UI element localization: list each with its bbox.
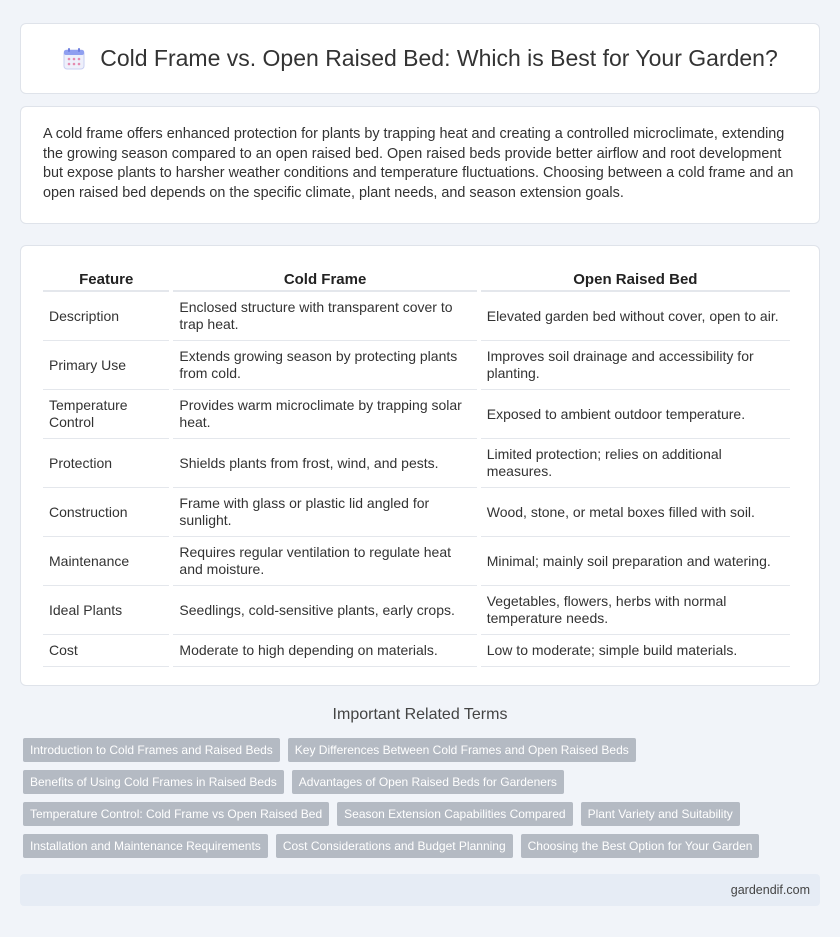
cold-frame-cell: Seedlings, cold-sensitive plants, early crops. — [173, 586, 476, 635]
related-term-tag[interactable]: Season Extension Capabilities Compared — [337, 802, 572, 826]
table-row — [43, 488, 790, 537]
related-term-tag[interactable]: Key Differences Between Cold Frames and Open Raised Beds — [288, 738, 636, 762]
related-term-tag[interactable]: Cost Considerations and Budget Planning — [276, 834, 513, 858]
related-term-tag[interactable]: Benefits of Using Cold Frames in Raised Beds — [23, 770, 284, 794]
intro-section — [20, 106, 820, 224]
comparison-table — [39, 264, 794, 667]
open-raised-bed-cell: Minimal; mainly soil preparation and watering. — [481, 537, 790, 586]
table-row — [43, 537, 790, 586]
related-term-tag[interactable]: Plant Variety and Suitability — [581, 802, 740, 826]
feature-cell: Primary Use — [43, 341, 169, 390]
feature-cell: Description — [43, 292, 169, 341]
header-open-raised-bed: Open Raised Bed — [481, 264, 790, 292]
feature-cell: Maintenance — [43, 537, 169, 586]
cold-frame-cell: Extends growing season by protecting plants from cold. — [173, 341, 476, 390]
open-raised-bed-cell: Limited protection; relies on additional measures. — [481, 439, 790, 488]
open-raised-bed-cell: Improves soil drainage and accessibility for planting. — [481, 341, 790, 390]
related-terms-title: Important Related Terms — [332, 706, 508, 723]
comparison-table-card — [20, 245, 820, 686]
open-raised-bed-cell: Exposed to ambient outdoor temperature. — [481, 390, 790, 439]
feature-cell: Cost — [43, 635, 169, 667]
tag-row — [23, 834, 823, 858]
table-row — [43, 635, 790, 667]
table-header-row — [43, 264, 790, 292]
site-name[interactable]: gardendif.com — [730, 883, 810, 897]
feature-cell: Protection — [43, 439, 169, 488]
feature-cell: Ideal Plants — [43, 586, 169, 635]
cold-frame-cell: Frame with glass or plastic lid angled for sunlight. — [173, 488, 476, 537]
open-raised-bed-cell: Wood, stone, or metal boxes filled with soil. — [481, 488, 790, 537]
feature-cell: Temperature Control — [43, 390, 169, 439]
cold-frame-cell: Moderate to high depending on materials. — [173, 635, 476, 667]
cold-frame-cell: Enclosed structure with transparent cover to trap heat. — [173, 292, 476, 341]
cold-frame-cell: Requires regular ventilation to regulate heat and moisture. — [173, 537, 476, 586]
open-raised-bed-cell: Low to moderate; simple build materials. — [481, 635, 790, 667]
open-raised-bed-cell: Vegetables, flowers, herbs with normal temperature needs. — [481, 586, 790, 635]
tag-row — [23, 770, 823, 794]
related-term-tag[interactable]: Advantages of Open Raised Beds for Gardeners — [292, 770, 564, 794]
related-term-tag[interactable]: Installation and Maintenance Requirements — [23, 834, 268, 858]
open-raised-bed-cell: Elevated garden bed without cover, open to air. — [481, 292, 790, 341]
cold-frame-cell: Provides warm microclimate by trapping solar heat. — [173, 390, 476, 439]
calendar-icon — [62, 47, 86, 71]
header-feature: Feature — [43, 264, 169, 292]
tag-row — [23, 738, 823, 762]
table-row — [43, 439, 790, 488]
page-title: Cold Frame vs. Open Raised Bed: Which is Best for Your Garden? — [100, 45, 778, 71]
related-terms-list — [23, 738, 823, 866]
page-header — [20, 23, 820, 94]
table-row — [43, 586, 790, 635]
table-row — [43, 390, 790, 439]
related-term-tag[interactable]: Introduction to Cold Frames and Raised Beds — [23, 738, 280, 762]
feature-cell: Construction — [43, 488, 169, 537]
table-row — [43, 341, 790, 390]
related-term-tag[interactable]: Temperature Control: Cold Frame vs Open Raised Bed — [23, 802, 329, 826]
tag-row — [23, 802, 823, 826]
cold-frame-cell: Shields plants from frost, wind, and pests. — [173, 439, 476, 488]
page-footer — [20, 874, 820, 906]
intro-text: A cold frame offers enhanced protection for plants by trapping heat and creating a controlled microclimate, extending the growing season compared to an open raised bed. Open raised beds provide better airflow and root development but expose plants to harsher weather conditions and temperature fluctuations. Choosing between a cold frame and an open raised bed depends on the specific climate, plant needs, and season extension goals. — [43, 126, 794, 201]
table-row — [43, 292, 790, 341]
header-cold-frame: Cold Frame — [173, 264, 476, 292]
related-term-tag[interactable]: Choosing the Best Option for Your Garden — [521, 834, 760, 858]
